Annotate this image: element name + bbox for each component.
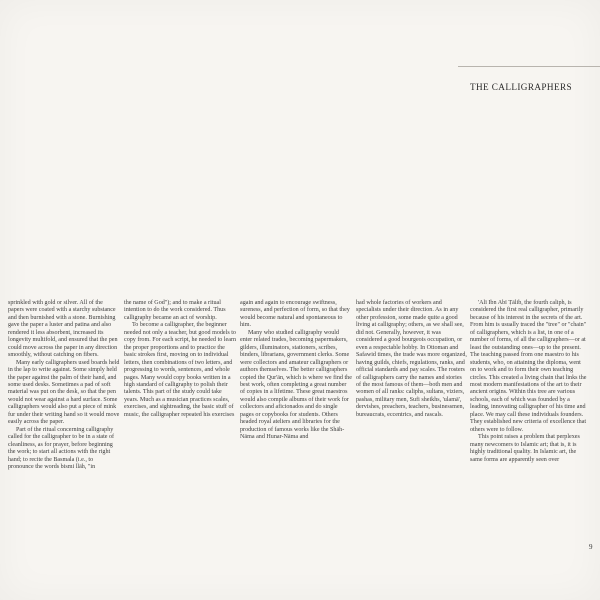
text-column-3: [240, 300, 352, 442]
paragraph: Many who studied calligraphy would enter related trades, becoming papermakers, gilders, illuminators, stationers, scribes, binders, librarians, government clerks. Some were collectors and amateur calligraphers or authors themselves. The better calligraphers copied the Qur'ān, which is where we find the best work, often completing a great number of copies in a lifetime. These great maestros would also compile albums of their work for collectors and aficionados and do single pages or copybooks for students. Others headed royal ateliers and libraries for the production of famous works like the Shāh-Nāma and Hunar-Nāma and: [240, 329, 352, 441]
header-rule: [458, 66, 600, 67]
paragraph: This point raises a problem that perplexes many newcomers to Islamic art; that is, it is highly traditional quality. In Islamic art, the same forms are apparently seen over: [470, 434, 580, 463]
text-column-5: [470, 300, 588, 464]
text-column-2: [124, 300, 236, 419]
running-head: THE CALLIGRAPHERS: [470, 82, 572, 92]
paragraph: 'Alī Ibn Abī Ṭālib, the fourth caliph, is considered the first real calligrapher, primarily because of his interest in the secrets of the art. From him is usually traced the "tree" or "chain" of calligraphers, which is a list, in one of a number of forms, of all the calligraphers—or at least the outstanding ones—up to the present. The teaching passed from one maestro to his students, who, on attaining the diploma, went on to work and to form their own teaching circles. This created a living chain that links the most modern manifestations of the art to their ancient origins. Within this tree are various schools, each of which was founded by a leading, innovating calligrapher of his time and place. We may call these individuals founders. They established new criteria of excellence that others were to follow.: [470, 300, 587, 433]
text-column-4: [356, 300, 468, 419]
paragraph: Part of the ritual concerning calligraphy called for the calligrapher to be in a state of cleanliness, as for prayer, before beginning the work; to start all actions with the right hand; to recite the Basmala (i.e., to pronounce the words bismi llāh, "in: [8, 426, 115, 470]
paragraph: again and again to encourage swiftness, sureness, and perfection of form, so that they would become natural and spontaneous to him.: [240, 300, 350, 329]
paragraph: To become a calligrapher, the beginner needed not only a teacher, but good models to copy from. For each script, he needed to learn the proper proportions and to practice the basic strokes first, moving on to individual letters, then combinations of two letters, and progressing to words, sentences, and whole pages. Many would copy books written in a high standard of calligraphy to polish their talents. This part of the study could take years. Much as a musician practices scales, exercises, and sightreading, the basic stuff of music, the calligrapher repeated his exercises: [124, 322, 237, 418]
text-column-1: [8, 300, 120, 471]
paragraph: had whole factories of workers and specialists under their direction. As in any other profession, some made quite a good living at calligraphy; others, as we shall see, did not. Generally, however, it was considered a good bourgeois occupation, or even a respectable hobby. In Ottoman and Safawid times, the trade was more organized, having guilds, chiefs, regulations, ranks, and official standards and pay scales. The rosters of calligraphers carry the names and stories of the most famous of them—both men and women of all ranks: caliphs, sultans, viziers, pashas, military men, Sufi sheikhs, 'ulamā', dervishes, preachers, teachers, businessmen, bureaucrats, eccentrics, and rascals.: [356, 300, 467, 418]
paragraph: sprinkled with gold or silver. All of the papers were coated with a starchy substance and then burnished with a stone. Burnishing gave the paper a luster and patina and also rendered it less absorbent, increased its longevity multifold, and ensured that the pen could move across the paper in any direction smoothly, without catching on fibers.: [8, 300, 118, 359]
page-number: 9: [589, 543, 593, 551]
paragraph: the name of God"); and to make a ritual intention to do the work considered. Thus calligraphy became an act of worship.: [124, 300, 226, 321]
paragraph: Many early calligraphers used boards held in the lap to write against. Some simply held the paper against the palm of their hand, and some used desks. Sometimes a pad of soft material was put on the desk, so that the pen would not wear against a hard surface. Some calligraphers would also put a piece of mink fur under their writing hand so it would move easily across the paper.: [8, 359, 120, 426]
